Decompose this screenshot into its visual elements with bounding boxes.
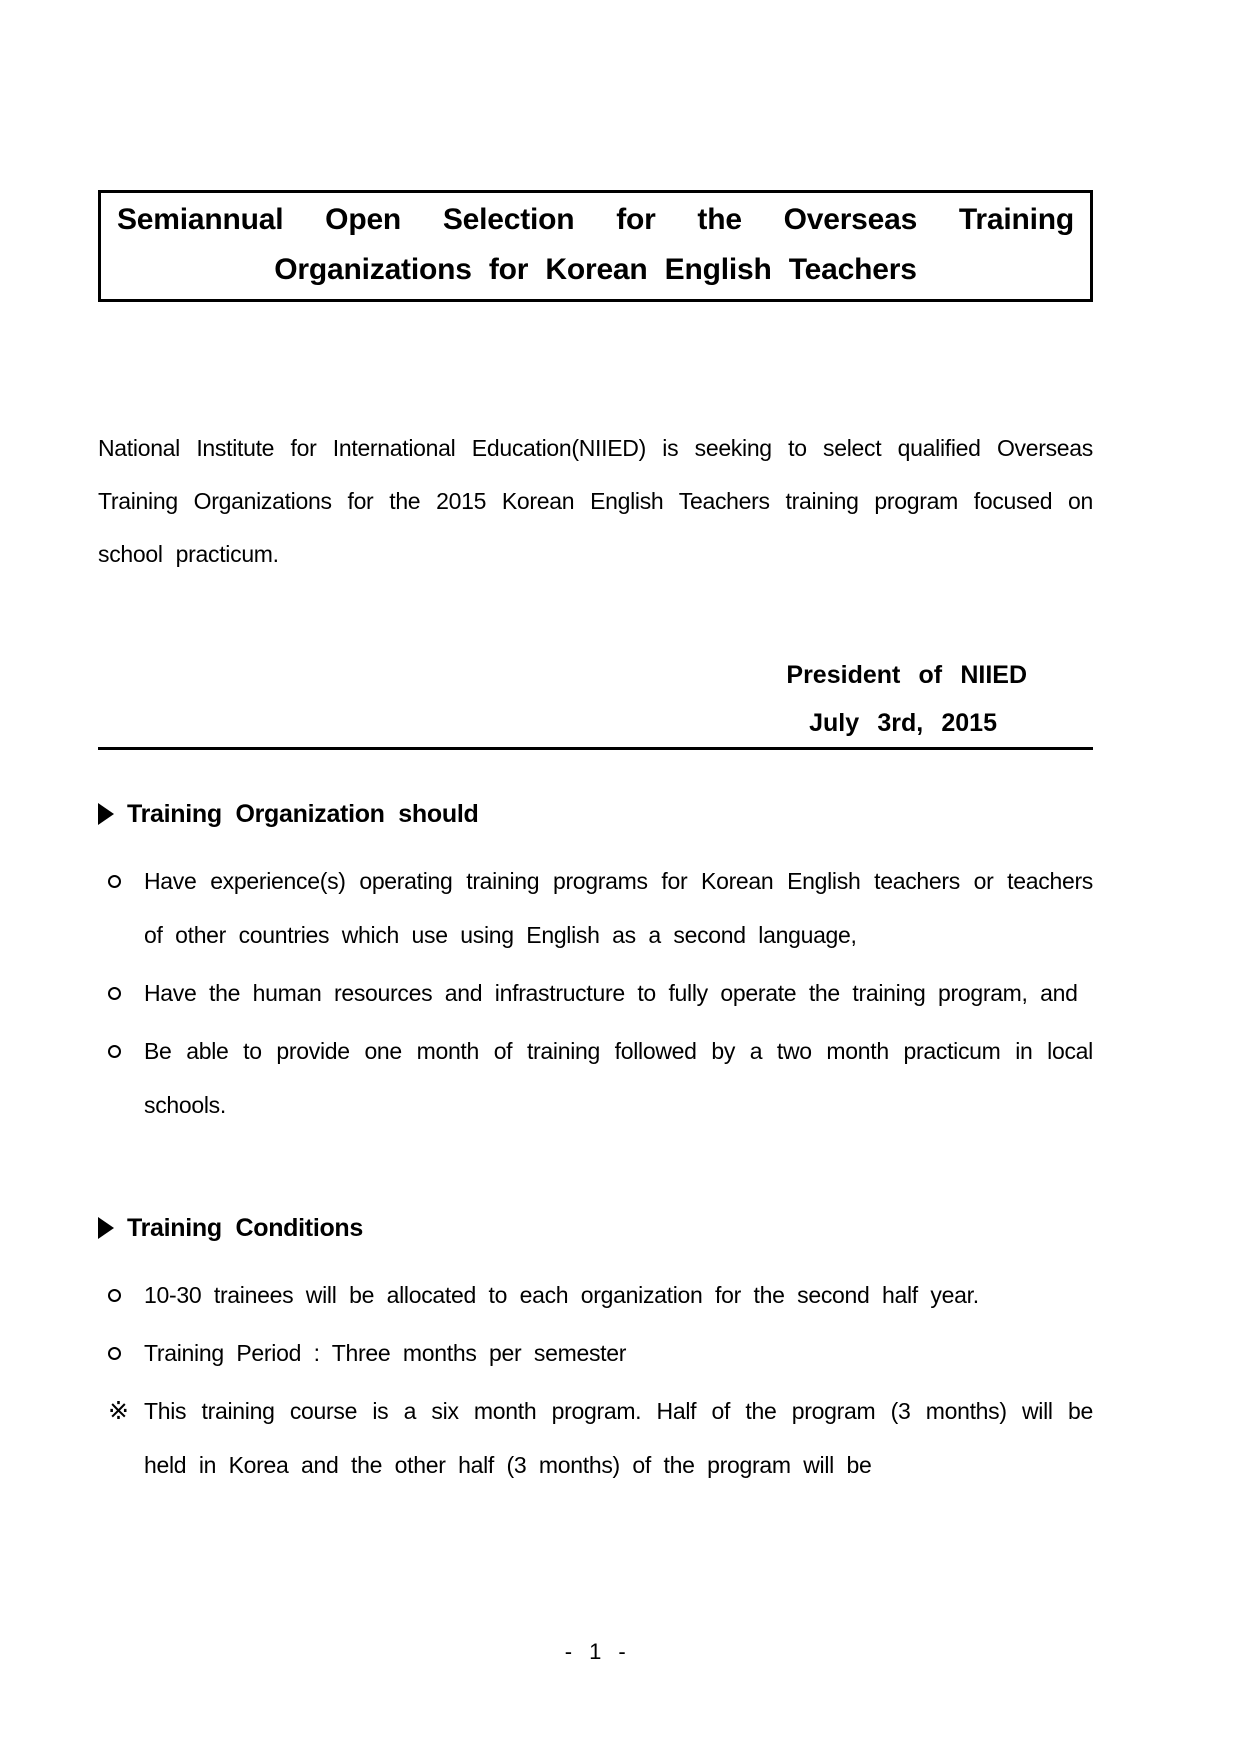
circle-bullet-icon <box>108 987 121 1000</box>
list-item-text: Have the human resources and infrastructure to fully operate the training program, and <box>144 980 1078 1006</box>
circle-bullet-icon <box>108 875 121 888</box>
section-items <box>98 1268 1093 1492</box>
signature-block <box>98 651 1093 747</box>
list-item-text: Training Period : Three months per semester <box>144 1340 627 1366</box>
divider-rule <box>98 747 1093 750</box>
section-heading <box>98 798 1093 830</box>
list-item <box>98 1384 1093 1492</box>
triangle-bullet-icon <box>98 803 114 825</box>
circle-bullet-icon <box>108 1045 121 1058</box>
list-item-text: This training course is a six month program. Half of the program (3 months) will be held in Korea and the other half (3 months) of the program will be <box>144 1398 1093 1478</box>
list-item <box>98 854 1093 962</box>
list-item-text: Be able to provide one month of training followed by a two month practicum in local schools. <box>144 1038 1093 1118</box>
section-heading-text: Training Organization should <box>127 800 479 828</box>
triangle-bullet-icon <box>98 1217 114 1239</box>
document-content <box>98 0 1093 1496</box>
list-item-marker-cell <box>108 1326 134 1380</box>
list-item <box>98 1326 1093 1380</box>
document-section <box>98 798 1093 1132</box>
list-item <box>98 966 1093 1020</box>
section-heading <box>98 1212 1093 1244</box>
reference-mark-icon: ※ <box>108 1397 129 1425</box>
list-item <box>98 1268 1093 1322</box>
list-item-marker-cell <box>108 966 134 1020</box>
section-heading-text: Training Conditions <box>127 1214 364 1242</box>
sections-container <box>98 798 1093 1492</box>
title-box <box>98 190 1093 302</box>
circle-bullet-icon <box>108 1289 121 1302</box>
list-item-text: Have experience(s) operating training programs for Korean English teachers or teachers of other countries which use using English as a second language, <box>144 868 1093 948</box>
document-section <box>98 1212 1093 1492</box>
page-number: - 1 - <box>564 1639 627 1664</box>
section-items <box>98 854 1093 1132</box>
list-item-text: 10-30 trainees will be allocated to each organization for the second half year. <box>144 1282 979 1308</box>
signature-date: July 3rd, 2015 <box>809 709 997 737</box>
list-item-marker-cell <box>108 1268 134 1322</box>
intro-paragraph: National Institute for International Education(NIIED) is seeking to select qualified Overseas Training Organizations for the 2015 Korean English Teachers training program focused on school practicum. <box>98 435 1093 567</box>
list-item-marker-cell <box>108 854 134 908</box>
list-item <box>98 1024 1093 1132</box>
signature-name: President of NIIED <box>786 661 1027 689</box>
list-item-marker-cell <box>108 1384 134 1438</box>
circle-bullet-icon <box>108 1347 121 1360</box>
list-item-marker-cell <box>108 1024 134 1078</box>
document-title: Semiannual Open Selection for the Overseas Training Organizations for Korean English Teachers <box>117 203 1074 286</box>
